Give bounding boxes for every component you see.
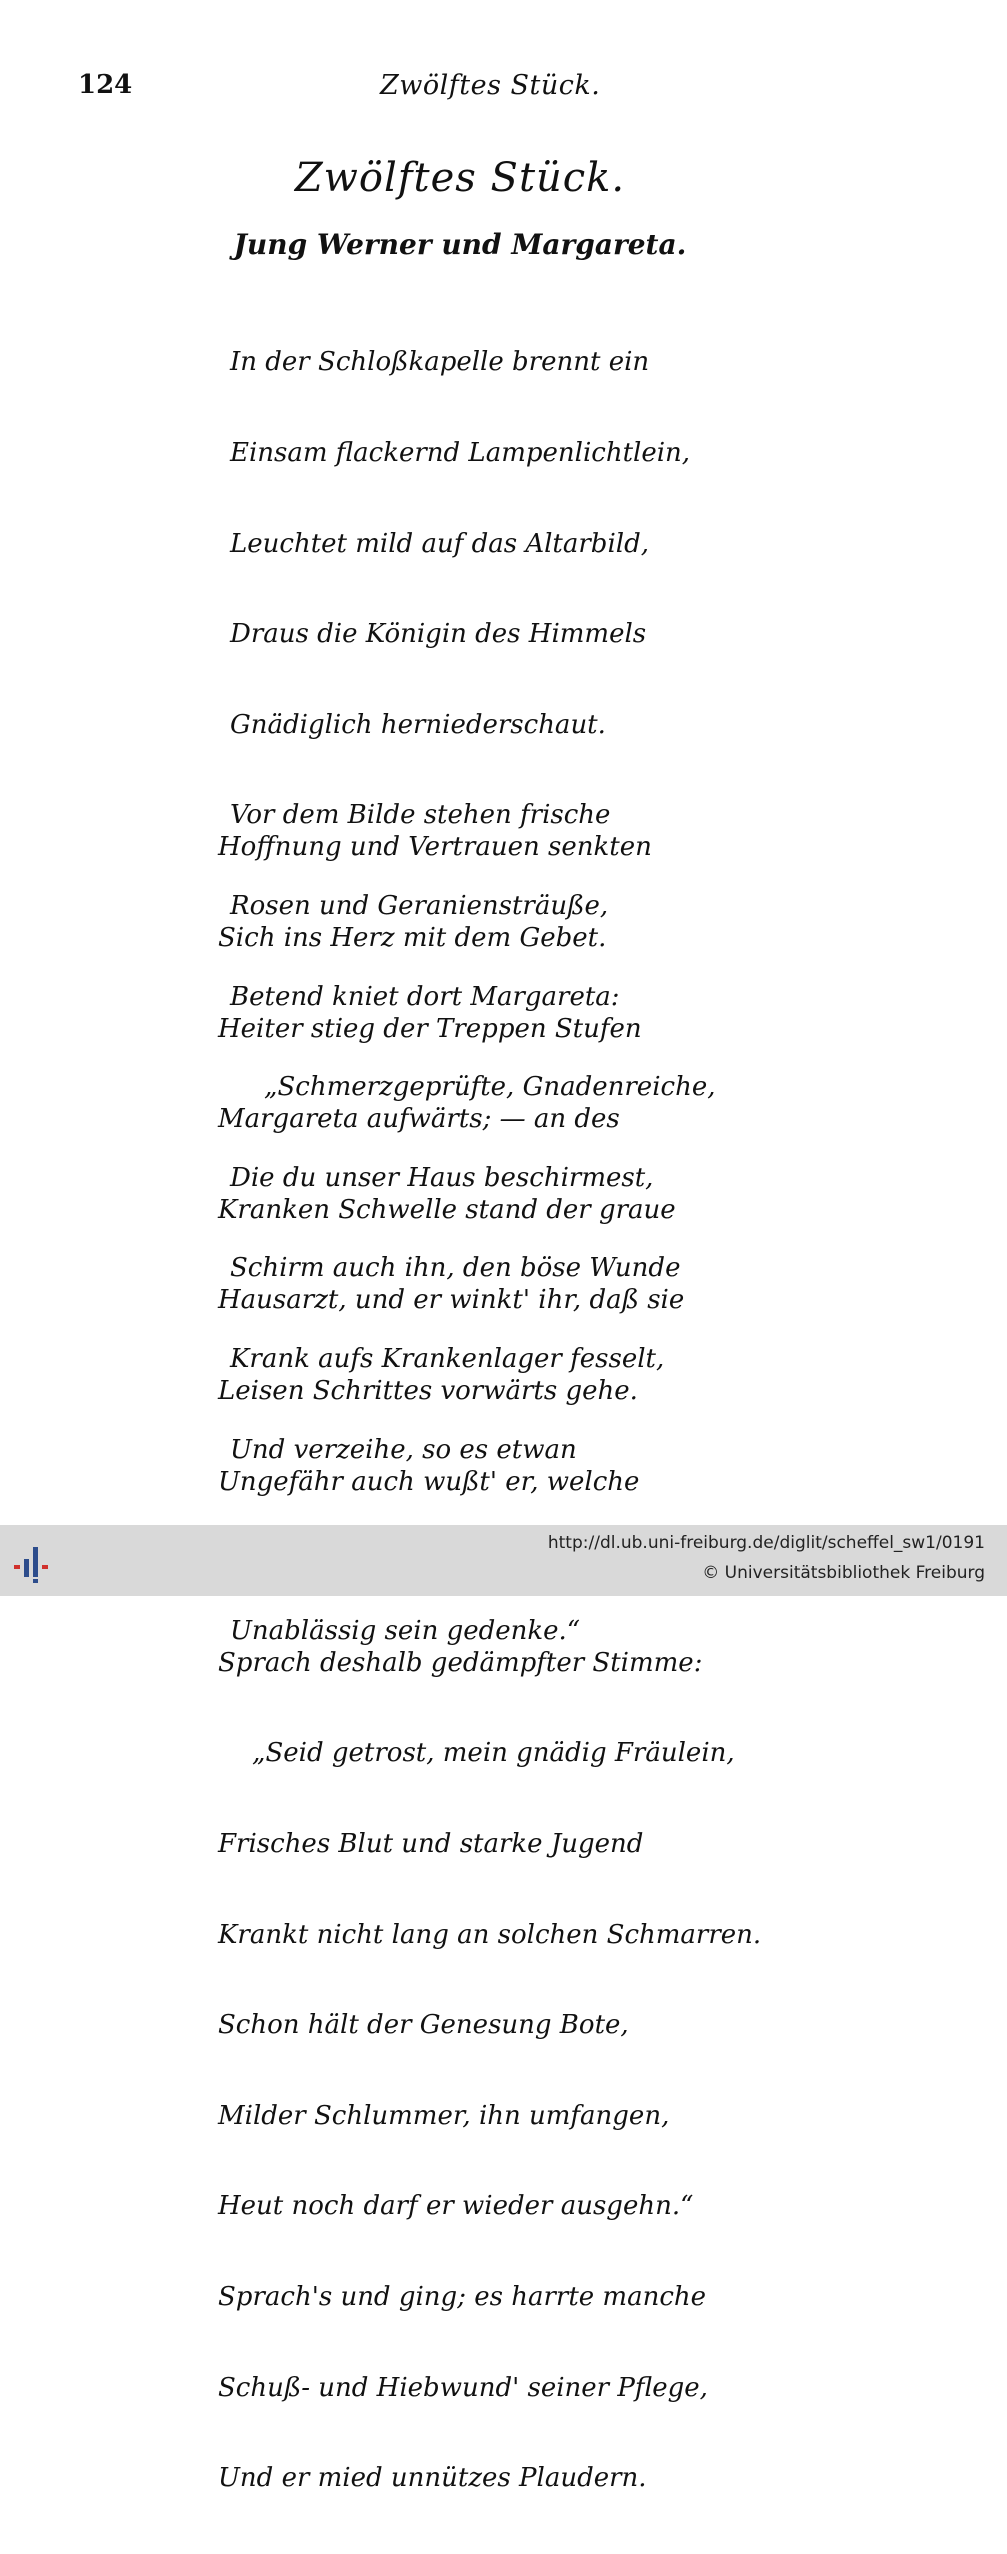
verse-line: Unablässig sein gedenke.“ [230, 1615, 581, 1646]
verse-line: Sich ins Herz mit dem Gebet. [218, 923, 607, 953]
verse-line: „Schmerzgeprüfte, Gnadenreiche, [264, 1072, 716, 1103]
verse-line: Betend kniet dort Margareta: [230, 981, 620, 1012]
verse-line: Ungefähr auch wußt' er, welche [218, 1466, 640, 1497]
verse-line: Draus die Königin des Himmels [230, 619, 647, 650]
verse-line: Rosen und Geraniensträuße, [230, 890, 609, 921]
verse-line: Schuß- und Hiebwund' seiner Pflege, [218, 2372, 708, 2403]
verse-line: Heut noch darf er wieder ausgehn.“ [218, 2191, 694, 2222]
verse-line: Leisen Schrittes vorwärts gehe. [218, 1375, 638, 1406]
source-url-link[interactable]: http://dl.ub.uni-freiburg.de/diglit/scheffel_sw1/0191 [547, 1533, 985, 1553]
verse-line: Gnädiglich herniederschaut. [230, 709, 606, 740]
verse-line: Einsam flackernd Lampenlichtlein, [230, 438, 691, 468]
verse-line: Schon hält der Genesung Bote, [218, 2010, 629, 2041]
verse-line: Sprach deshalb gedämpfter Stimme: [218, 1647, 703, 1678]
verse-line: Und er mied unnützes Plaudern. [218, 2463, 647, 2494]
copyright-notice: © Universitätsbibliothek Freiburg [702, 1563, 985, 1583]
verse-line: Frisches Blut und starke Jugend [218, 1828, 644, 1859]
verse-line: Milder Schlummer, ihn umfangen, [218, 2100, 670, 2131]
viewer-footer [0, 1525, 1007, 1596]
poem-stanza-2 [218, 772, 761, 2554]
running-head [0, 70, 1007, 110]
verse-line: Und verzeihe, so es etwan [230, 1434, 577, 1465]
verse-line: Krank aufs Krankenlager fesselt, [230, 1343, 665, 1374]
verse-line: Krankt nicht lang an solchen Schmarren. [218, 1919, 762, 1950]
verse-line: Die du unser Haus beschirmest, [230, 1162, 654, 1193]
verse-line: Leuchtet mild auf das Altarbild, [230, 528, 649, 559]
verse-line: Schirm auch ihn, den böse Wunde [230, 1253, 681, 1284]
verse-line: Kranken Schwelle stand der graue [218, 1194, 676, 1225]
verse-line: Hoffnung und Vertrauen senkten [218, 832, 652, 863]
verse-line: Heiter stieg der Treppen Stufen [218, 1013, 642, 1044]
chapter-title: Zwölftes Stück. [294, 155, 626, 201]
section-title: Jung Werner und Margareta. [233, 228, 687, 261]
verse-line: In der Schloßkapelle brennt ein [230, 347, 650, 378]
verse-line: Vor dem Bilde stehen frische [230, 800, 611, 831]
verse-line: Sprach's und ging; es harrte manche [218, 2281, 707, 2312]
ub-freiburg-logo-icon[interactable] [12, 1537, 60, 1585]
verse-line: „Seid getrost, mein gnädig Fräulein, [252, 1738, 735, 1769]
running-title: Zwölftes Stück. [380, 70, 601, 101]
page-number: 124 [78, 70, 133, 100]
verse-line: Margareta aufwärts; — an des [218, 1104, 620, 1135]
verse-line: Hausarzt, und er winkt' ihr, daß sie [218, 1285, 685, 1316]
